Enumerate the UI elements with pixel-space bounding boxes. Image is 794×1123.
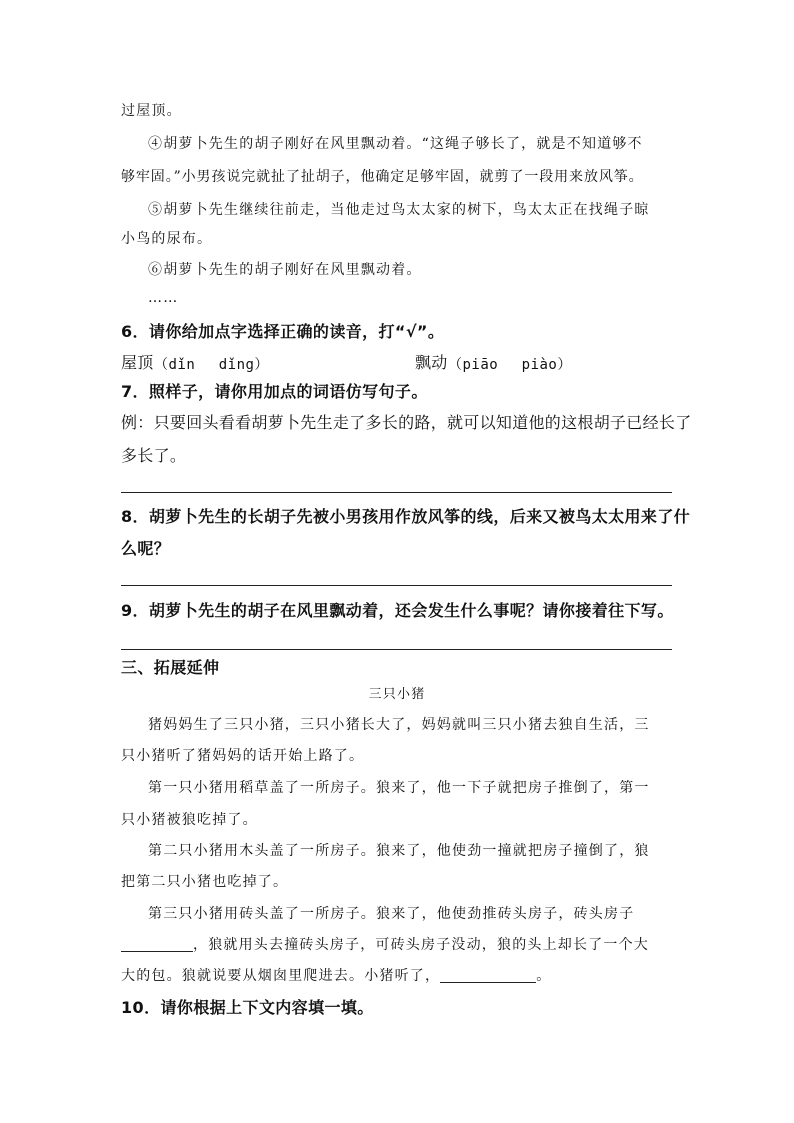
q7-answer-line[interactable]: [121, 492, 672, 493]
q6-options-1[interactable]: （dǐn dǐng）: [154, 357, 269, 373]
passage-line: 小鸟的尿布。: [121, 231, 213, 247]
story-line: 只小猪听了猪妈妈的话开始上路了。: [121, 748, 365, 764]
q6-word-1: 屋顶: [121, 353, 154, 372]
passage-line: ⑤胡萝卜先生继续往前走，当他走过鸟太太家的树下，鸟太太正在找绳子晾: [148, 202, 650, 218]
question-6-title: 6．请你给加点字选择正确的读音，打“√”。: [121, 322, 445, 341]
passage-line: 过屋顶。: [121, 103, 182, 119]
question-9-title: 9．胡萝卜先生的胡子在风里飘动着，还会发生什么事呢？请你接着往下写。: [121, 601, 674, 620]
story-line: 把第二只小猪也吃掉了。: [121, 874, 289, 890]
q8-answer-line[interactable]: [121, 585, 672, 586]
question-10-title: 10．请你根据上下文内容填一填。: [121, 998, 374, 1017]
question-8-title: 8．胡萝卜先生的长胡子先被小男孩用作放风筝的线，后来又被鸟太太用来了什: [121, 507, 691, 526]
story-title: 三只小猪: [368, 687, 426, 702]
q6-word-2: 飘动: [415, 353, 448, 372]
passage-line: ⑥胡萝卜先生的胡子刚好在风里飘动着。: [148, 262, 422, 278]
q6-options-2[interactable]: （piāo piào）: [448, 357, 572, 373]
story-line-with-blank: [121, 966, 551, 986]
story-line: 第一只小猪用稻草盖了一所房子。狼来了，他一下子就把房子推倒了，第一: [148, 780, 650, 796]
fill-blank-2[interactable]: [440, 968, 536, 983]
story-line: 只小猪被狼吃掉了。: [121, 812, 258, 828]
q7-example-line: 例：只要回头看看胡萝卜先生走了多长的路，就可以知道他的这根胡子已经长了: [121, 413, 692, 432]
story-text: 大的包。狼就说要从烟囱里爬进去。小猪听了，: [121, 968, 441, 984]
q7-example-line: 多长了。: [121, 446, 187, 465]
story-line: 第三只小猪用砖头盖了一所房子。狼来了，他使劲推砖头房子，砖头房子: [148, 906, 635, 922]
story-line: 猪妈妈生了三只小猪，三只小猪长大了，妈妈就叫三只小猪去独自生活，三: [148, 717, 650, 733]
question-7-title: 7．照样子，请你用加点的词语仿写句子。: [121, 382, 428, 401]
section-3-heading: 三、拓展延伸: [121, 658, 220, 677]
story-line: 第二只小猪用木头盖了一所房子。狼来了，他使劲一撞就把房子撞倒了，狼: [148, 843, 650, 859]
passage-ellipsis: ……: [148, 290, 179, 306]
fill-blank-1[interactable]: [121, 937, 193, 952]
story-text-end: 。: [536, 968, 552, 984]
q9-answer-line[interactable]: [121, 649, 672, 650]
passage-line: 够牢固。”小男孩说完就扯了扯胡子，他确定足够牢固，就剪了一段用来放风筝。: [121, 169, 644, 185]
passage-line: ④胡萝卜先生的胡子刚好在风里飘动着。“这绳子够长了，就是不知道够不: [148, 136, 643, 152]
question-8-title-cont: 么呢？: [121, 539, 171, 558]
story-text: ，狼就用头去撞砖头房子，可砖头房子没动，狼的头上却长了一个大: [193, 937, 649, 953]
story-line-with-blank: [121, 935, 649, 955]
